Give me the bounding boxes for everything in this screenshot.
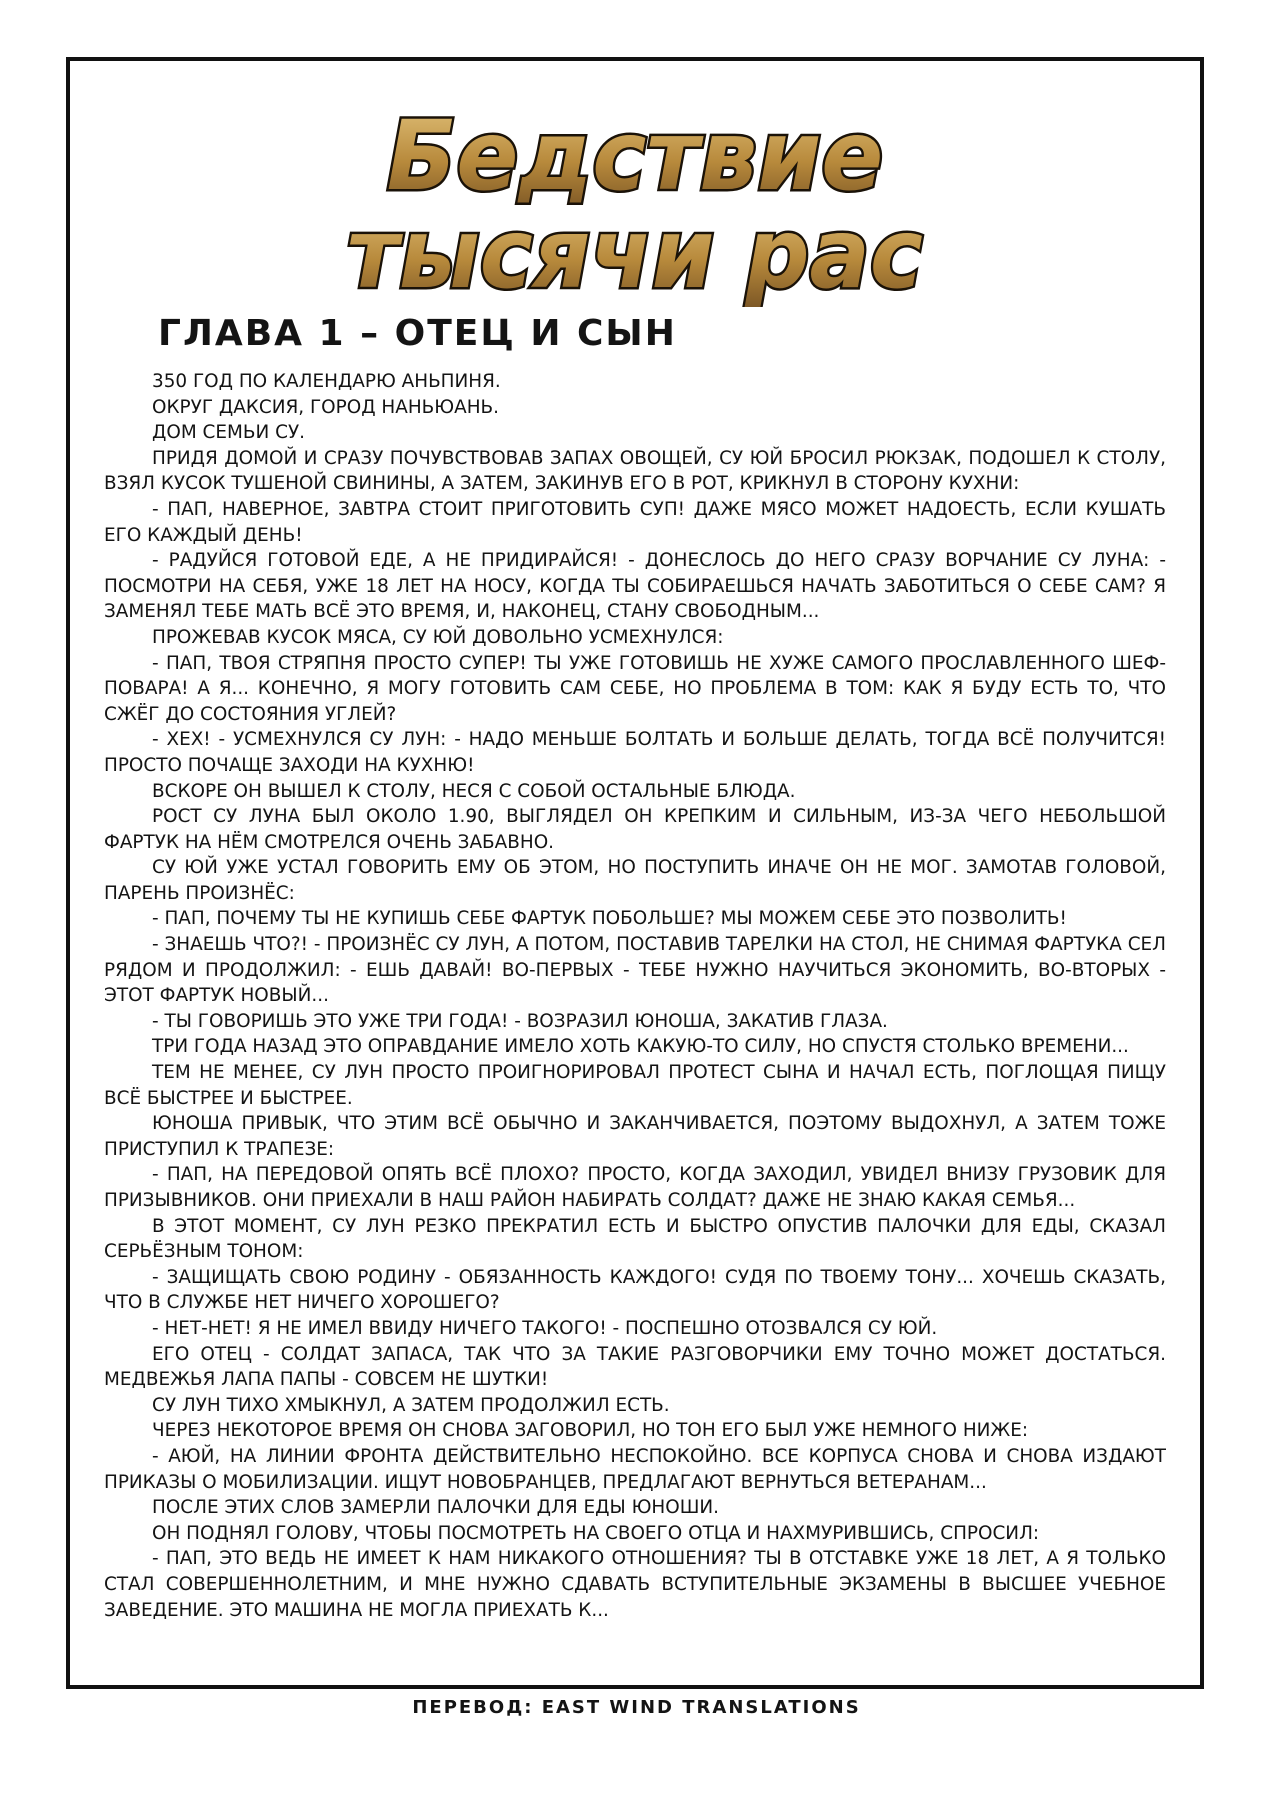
translation-credit: ПЕРЕВОД: EAST WIND TRANSLATIONS: [412, 1697, 861, 1718]
paragraph: - ПАП, НА ПЕРЕДОВОЙ ОПЯТЬ ВСЁ ПЛОХО? ПРОСТО, КОГДА ЗАХОДИЛ, УВИДЕЛ ВНИЗУ ГРУЗОВИК ДЛЯ ПРИЗЫВНИКОВ. ОНИ ПРИЕХАЛИ В НАШ РАЙОН НАБИРАТЬ СОЛДАТ? ДАЖЕ НЕ ЗНАЮ КАКАЯ СЕМЬЯ...: [104, 1164, 1166, 1211]
paragraph: ТЕМ НЕ МЕНЕЕ, СУ ЛУН ПРОСТО ПРОИГНОРИРОВАЛ ПРОТЕСТ СЫНА И НАЧАЛ ЕСТЬ, ПОГЛОЩАЯ ПИЩУ ВСЁ БЫСТРЕЕ И БЫСТРЕЕ.: [104, 1062, 1166, 1109]
paragraph: - ЗНАЕШЬ ЧТО?! - ПРОИЗНЁС СУ ЛУН, А ПОТОМ, ПОСТАВИВ ТАРЕЛКИ НА СТОЛ, НЕ СНИМАЯ ФАРТУКА СЕЛ РЯДОМ И ПРОДОЛЖИЛ: - ЕШЬ ДАВАЙ! ВО-ПЕРВЫХ - ТЕБЕ НУЖНО НАУЧИТЬСЯ ЭКОНОМИТЬ, ВО-ВТОРЫХ - ЭТОТ ФАРТУК НОВЫЙ...: [104, 934, 1166, 1007]
paragraph: - РАДУЙСЯ ГОТОВОЙ ЕДЕ, А НЕ ПРИДИРАЙСЯ! - ДОНЕСЛОСЬ ДО НЕГО СРАЗУ ВОРЧАНИЕ СУ ЛУНА: - ПОСМОТРИ НА СЕБЯ, УЖЕ 18 ЛЕТ НА НОСУ, КОГДА ТЫ СОБИРАЕШЬСЯ НАЧАТЬ ЗАБОТИТЬСЯ О СЕБЕ САМ? Я ЗАМЕНЯЛ ТЕБЕ МАТЬ ВСЁ ЭТО ВРЕМЯ, И, НАКОНЕЦ, СТАНУ СВОБОДНЫМ...: [104, 550, 1166, 623]
title-line-2: тысячи рас: [347, 197, 923, 307]
paragraph: - ПАП, ЭТО ВЕДЬ НЕ ИМЕЕТ К НАМ НИКАКОГО ОТНОШЕНИЯ? ТЫ В ОТСТАВКЕ УЖЕ 18 ЛЕТ, А Я ТОЛЬКО СТАЛ СОВЕРШЕННОЛЕТНИМ, И МНЕ НУЖНО СДАВАТЬ ВСТУПИТЕЛЬНЫЕ ЭКЗАМЕНЫ В ВЫСШЕЕ УЧЕБНОЕ ЗАВЕДЕНИЕ. ЭТО МАШИНА НЕ МОГЛА ПРИЕХАТЬ К...: [104, 1548, 1166, 1621]
page-frame: [66, 57, 1204, 1689]
paragraph: ЧЕРЕЗ НЕКОТОРОЕ ВРЕМЯ ОН СНОВА ЗАГОВОРИЛ, НО ТОН ЕГО БЫЛ УЖЕ НЕМНОГО НИЖЕ:: [152, 1420, 1029, 1442]
paragraph: В ЭТОТ МОМЕНТ, СУ ЛУН РЕЗКО ПРЕКРАТИЛ ЕСТЬ И БЫСТРО ОПУСТИВ ПАЛОЧКИ ДЛЯ ЕДЫ, СКАЗАЛ СЕРЬЁЗНЫМ ТОНОМ:: [104, 1215, 1166, 1263]
paragraph: - ТЫ ГОВОРИШЬ ЭТО УЖЕ ТРИ ГОДА! - ВОЗРАЗИЛ ЮНОША, ЗАКАТИВ ГЛАЗА.: [152, 1010, 888, 1032]
paragraph: ВСКОРЕ ОН ВЫШЕЛ К СТОЛУ, НЕСЯ С СОБОЙ ОСТАЛЬНЫЕ БЛЮДА.: [152, 780, 796, 802]
title-logo: [70, 97, 1200, 307]
story-body: [104, 369, 1166, 1673]
paragraph: СУ ЮЙ УЖЕ УСТАЛ ГОВОРИТЬ ЕМУ ОБ ЭТОМ, НО ПОСТУПИТЬ ИНАЧЕ ОН НЕ МОГ. ЗАМОТАВ ГОЛОВОЙ, ПАРЕНЬ ПРОИЗНЁС:: [104, 857, 1166, 904]
paragraph: - АЮЙ, НА ЛИНИИ ФРОНТА ДЕЙСТВИТЕЛЬНО НЕСПОКОЙНО. ВСЕ КОРПУСА СНОВА И СНОВА ИЗДАЮТ ПРИКАЗЫ О МОБИЛИЗАЦИИ. ИЩУТ НОВОБРАНЦЕВ, ПРЕДЛАГАЮТ ВЕРНУТЬСЯ ВЕТЕРАНАМ...: [104, 1445, 1166, 1493]
paragraph: - ПАП, ТВОЯ СТРЯПНЯ ПРОСТО СУПЕР! ТЫ УЖЕ ГОТОВИШЬ НЕ ХУЖЕ САМОГО ПРОСЛАВЛЕННОГО ШЕФ-ПОВАРА! А Я... КОНЕЧНО, Я МОГУ ГОТОВИТЬ САМ СЕБЕ, НО ПРОБЛЕМА В ТОМ: КАК Я БУДУ ЕСТЬ ТО, ЧТО СЖЁГ ДО СОСТОЯНИЯ УГЛЕЙ?: [104, 652, 1166, 725]
paragraph: ОН ПОДНЯЛ ГОЛОВУ, ЧТОБЫ ПОСМОТРЕТЬ НА СВОЕГО ОТЦА И НАХМУРИВШИСЬ, СПРОСИЛ:: [152, 1522, 1040, 1544]
chapter-title: ГЛАВА 1 – ОТЕЦ И СЫН: [158, 313, 677, 354]
paragraph: ОКРУГ ДАКСИЯ, ГОРОД НАНЬЮАНЬ.: [152, 396, 500, 418]
paragraph: ЮНОША ПРИВЫК, ЧТО ЭТИМ ВСЁ ОБЫЧНО И ЗАКАНЧИВАЕТСЯ, ПОЭТОМУ ВЫДОХНУЛ, А ЗАТЕМ ТОЖЕ ПРИСТУПИЛ К ТРАПЕЗЕ:: [104, 1113, 1166, 1160]
paragraph: ЕГО ОТЕЦ - СОЛДАТ ЗАПАСА, ТАК ЧТО ЗА ТАКИЕ РАЗГОВОРЧИКИ ЕМУ ТОЧНО МОЖЕТ ДОСТАТЬСЯ. МЕДВЕЖЬЯ ЛАПА ПАПЫ - СОВСЕМ НЕ ШУТКИ!: [104, 1343, 1166, 1391]
paragraph: ТРИ ГОДА НАЗАД ЭТО ОПРАВДАНИЕ ИМЕЛО ХОТЬ КАКУЮ-ТО СИЛУ, НО СПУСТЯ СТОЛЬКО ВРЕМЕНИ...: [152, 1036, 1129, 1058]
paragraph: ПОСЛЕ ЭТИХ СЛОВ ЗАМЕРЛИ ПАЛОЧКИ ДЛЯ ЕДЫ ЮНОШИ.: [152, 1497, 719, 1519]
paragraph: ПРОЖЕВАВ КУСОК МЯСА, СУ ЮЙ ДОВОЛЬНО УСМЕХНУЛСЯ:: [152, 626, 724, 648]
title-line-1: Бедствие: [386, 99, 884, 213]
paragraph: - ПАП, НАВЕРНОЕ, ЗАВТРА СТОИТ ПРИГОТОВИТЬ СУП! ДАЖЕ МЯСО МОЖЕТ НАДОЕСТЬ, ЕСЛИ КУШАТЬ ЕГО КАЖДЫЙ ДЕНЬ!: [104, 498, 1166, 546]
paragraph: 350 ГОД ПО КАЛЕНДАРЮ АНЬПИНЯ.: [152, 371, 501, 392]
paragraph: - НЕТ-НЕТ! Я НЕ ИМЕЛ ВВИДУ НИЧЕГО ТАКОГО! - ПОСПЕШНО ОТОЗВАЛСЯ СУ ЮЙ.: [152, 1317, 938, 1339]
paragraph: ПРИДЯ ДОМОЙ И СРАЗУ ПОЧУВСТВОВАВ ЗАПАХ ОВОЩЕЙ, СУ ЮЙ БРОСИЛ РЮКЗАК, ПОДОШЕЛ К СТОЛУ, ВЗЯЛ КУСОК ТУШЕНОЙ СВИНИНЫ, А ЗАТЕМ, ЗАКИНУВ ЕГО В РОТ, КРИКНУЛ В СТОРОНУ КУХНИ:: [104, 447, 1166, 495]
paragraph: ДОМ СЕМЬИ СУ.: [152, 422, 305, 444]
title-logo-art: [70, 97, 1200, 307]
paragraph: СУ ЛУН ТИХО ХМЫКНУЛ, А ЗАТЕМ ПРОДОЛЖИЛ ЕСТЬ.: [152, 1394, 670, 1416]
paragraph: - ХЕХ! - УСМЕХНУЛСЯ СУ ЛУН: - НАДО МЕНЬШЕ БОЛТАТЬ И БОЛЬШЕ ДЕЛАТЬ, ТОГДА ВСЁ ПОЛУЧИТСЯ! ПРОСТО ПОЧАЩЕ ЗАХОДИ НА КУХНЮ!: [104, 729, 1166, 776]
paragraph: - ЗАЩИЩАТЬ СВОЮ РОДИНУ - ОБЯЗАННОСТЬ КАЖДОГО! СУДЯ ПО ТВОЕМУ ТОНУ... ХОЧЕШЬ СКАЗАТЬ, ЧТО В СЛУЖБЕ НЕТ НИЧЕГО ХОРОШЕГО?: [104, 1266, 1166, 1314]
paragraph: - ПАП, ПОЧЕМУ ТЫ НЕ КУПИШЬ СЕБЕ ФАРТУК ПОБОЛЬШЕ? МЫ МОЖЕМ СЕБЕ ЭТО ПОЗВОЛИТЬ!: [152, 908, 1067, 930]
paragraph: РОСТ СУ ЛУНА БЫЛ ОКОЛО 1.90, ВЫГЛЯДЕЛ ОН КРЕПКИМ И СИЛЬНЫМ, ИЗ-ЗА ЧЕГО НЕБОЛЬШОЙ ФАРТУК НА НЁМ СМОТРЕЛСЯ ОЧЕНЬ ЗАБАВНО.: [104, 806, 1166, 853]
